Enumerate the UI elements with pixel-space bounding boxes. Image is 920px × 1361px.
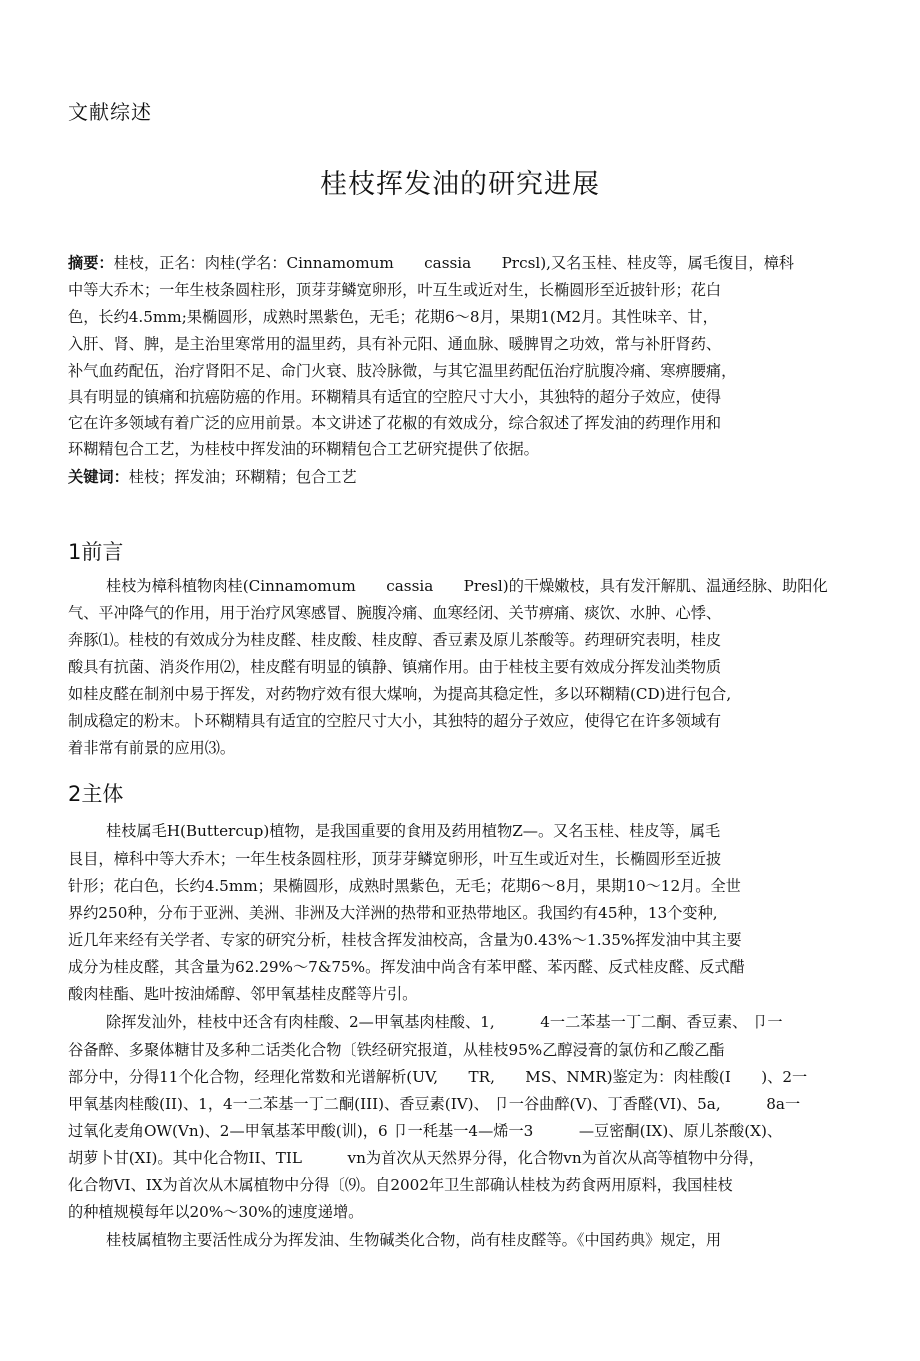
section2-line: 界约250种，分布于亚洲、美洲、非洲及大洋洲的热带和亚热带地区。我国约有45种，13个变种, (68, 904, 718, 922)
abstract-line: 色，长约4.5mm;果椭圆形，成熟时黑紫色，无毛；花期6〜8月，果期1(M2月。其性味辛、甘， (68, 308, 718, 326)
abstract-label: 摘要： (68, 254, 114, 272)
section2-line: 的种植规模每年以20%〜30%的速度递增。 (68, 1203, 364, 1221)
abstract-line: 环糊精包合工艺，为桂枝中挥发油的环糊精包合工艺研究提供了依据。 (68, 440, 539, 458)
section2-line: 部分中，分得11个化合物，经理化常数和光谱解析(UV, TR, MS、NMR)鉴定为：肉桂酸(I )、2一 (68, 1068, 808, 1086)
section2-line: 桂枝属植物主要活性成分为挥发油、生物碱类化合物，尚有桂皮醛等。《中国药典》规定，用 (106, 1231, 722, 1249)
keywords-line (68, 467, 357, 487)
section2-line: 胡萝卜甘(XI)。其中化合物II、TIL vn为首次从天然界分得，化合物vn为首次从高等植物中分得， (68, 1149, 764, 1167)
section-heading-1: 1前言 (68, 540, 124, 564)
abstract-line: 入肝、肾、脾，是主治里寒常用的温里药，具有补元阳、通血脉、暖脾胃之功效，常与补肝肾药、 (68, 335, 722, 353)
section2-line: 成分为桂皮醛，其含量为62.29%〜7&75%。挥发油中尚含有苯甲醛、苯丙醛、反式桂皮醛、反式醋 (68, 958, 745, 976)
article-title: 桂枝挥发油的研究进展 (320, 169, 600, 200)
section2-line: 甲氧基肉桂酸(II)、1，4一二苯基一丁二酮(III)、香豆素(IV)、 卩一谷曲醉(V)、丁香醛(VI)、5a, 8a一 (68, 1095, 801, 1113)
section2-line: 谷备醉、多聚体糖甘及多种二话类化合物〔铁经研究报道，从桂枝95%乙醇浸膏的氯仿和乙酸乙酯 (68, 1041, 725, 1059)
abstract-line: 摘要：桂枝，正名：肉桂(学名：Cinnamomum cassia Prcsl),又名玉桂、桂皮等，属毛復目，樟科 (68, 254, 794, 272)
section2-line: 除挥发汕外，桂枝中还含有肉桂酸、2—甲氧基肉桂酸、1, 4一二苯基一丁二酮、香豆素、 卩一 (106, 1013, 783, 1031)
section1-line: 桂枝为樟科植物肉桂(Cinnamomum cassia Presl)的干燥嫩枝，具有发汗解肌、温通经脉、助阳化 (106, 577, 828, 595)
section1-line: 制成稳定的粉末。卜环糊精具有适宜的空腔尺寸大小，其独特的超分子效应，使得它在许多领域有 (68, 712, 722, 730)
section2-line: 过氧化麦角OW(Vn)、2—甲氧基苯甲酸(训)，6 卩一秏基一4—烯一3 —豆密酮(IX)、原儿茶酸(X)、 (68, 1122, 783, 1140)
abstract-line: 它在许多领域有着广泛的应用前景。本文讲述了花椒的有效成分，综合叙述了挥发油的药理作用和 (68, 414, 722, 432)
keywords-label: 关键词： (68, 468, 129, 486)
keywords-text: 桂枝；挥发油；环糊精；包合工艺 (128, 468, 357, 486)
section1-line: 气、平冲降气的作用，用于治疗风寒感冒、腕腹冷痛、血寒经闭、关节痹痛、痰饮、水肿、心悸、 (68, 604, 722, 622)
abstract-line: 补气血药配伍，治疗肾阳不足、命门火衰、肢冷脉微，与其它温里药配伍治疗肮腹冷痛、寒痹腰痛， (68, 362, 737, 380)
section-heading-2: 2主体 (68, 782, 124, 806)
section2-line: 针形；花白色，长约4.5mm；果椭圆形，成熟时黑紫色，无毛；花期6〜8月，果期10〜12月。全世 (68, 877, 741, 895)
section2-line: 桂枝属毛H(Buttercup)植物，是我国重要的食用及药用植物Z—。又名玉桂、桂皮等，属毛 (106, 822, 721, 840)
article-category: 文献综述 (68, 100, 152, 124)
section1-line: 奔豚⑴。桂枝的有效成分为桂皮醛、桂皮酸、桂皮醇、香豆素及原儿茶酸等。药理研究表明，桂皮 (68, 631, 722, 649)
section2-line: 酸肉桂酯、匙叶按油烯醇、邻甲氧基桂皮醛等片引。 (68, 985, 418, 1003)
section1-line: 酸具有抗菌、消炎作用⑵，桂皮醛有明显的镇静、镇痛作用。由于桂枝主要有效成分挥发汕类物质 (68, 658, 722, 676)
section1-line: 如桂皮醛在制剂中易于挥发，对药物疗效有很大煤响，为提高其稳定性，多以环糊精(CD)进行包合, (68, 685, 732, 703)
section2-line: 艮目，樟科中等大乔木；一年生枝条圆柱形，顶芽芽鳞宽卵形，叶互生或近对生，长椭圆形至近披 (68, 850, 722, 868)
section2-line: 近几年来经有关学者、专家的研究分析，桂枝含挥发油校高，含量为0.43%〜1.35%挥发油中其主要 (68, 931, 742, 949)
abstract-line: 中等大乔木；一年生枝条圆柱形，顶芽芽鳞宽卵形，叶互生或近对生，长椭圆形至近披针形；花白 (68, 281, 722, 299)
section1-line: 着非常有前景的应用⑶。 (68, 739, 236, 757)
section2-line: 化合物VI、IX为首次从木属植物中分得〔⑼。自2002年卫生部确认桂枝为药食两用原料，我国桂枝 (68, 1176, 733, 1194)
abstract-line: 具有明显的镇痛和抗癌防癌的作用。环糊精具有适宜的空腔尺寸大小，其独特的超分子效应，使得 (68, 388, 722, 406)
